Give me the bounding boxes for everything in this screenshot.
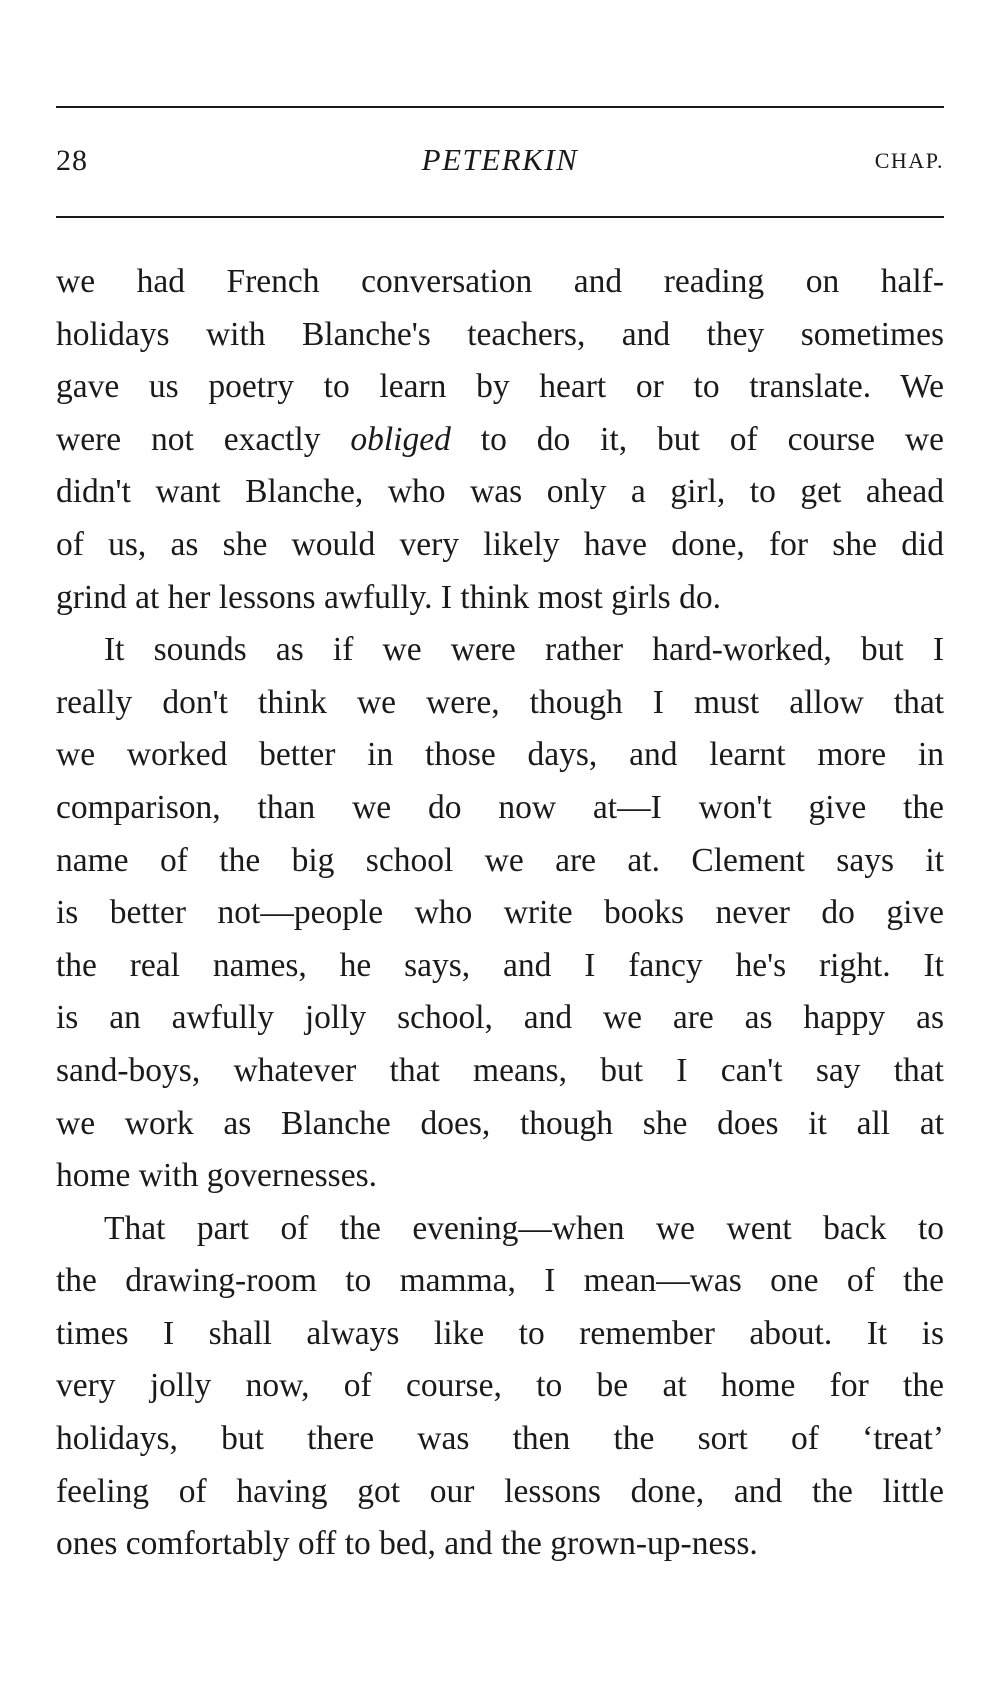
- text-line: the real names, he says, and I fancy he's right. It: [56, 946, 944, 984]
- header-rule-top: [56, 106, 944, 108]
- text-line: [56, 414, 944, 467]
- text-line: of us, as she would very likely have done, for she did: [56, 525, 944, 563]
- text-line: we worked better in those days, and learnt more in: [56, 736, 944, 774]
- paragraph-first-line: That part of the evening—when we went back to: [104, 1209, 944, 1247]
- paragraph-first-line: It sounds as if we were rather hard-worked, but I: [104, 631, 944, 669]
- text-line: comparison, than we do now at—I won't give the: [56, 788, 944, 826]
- page-number: 28: [56, 144, 88, 177]
- text-line: we work as Blanche does, though she does it all at: [56, 1104, 944, 1142]
- text-line: is an awfully jolly school, and we are as happy as: [56, 999, 944, 1037]
- paragraph-last-line: ones comfortably off to bed, and the grown-up-ness.: [56, 1525, 758, 1563]
- text-line: really don't think we were, though I must allow that: [56, 683, 944, 721]
- text-line: sand-boys, whatever that means, but I can't say that: [56, 1051, 944, 1089]
- text-line: very jolly now, of course, to be at home for the: [56, 1367, 944, 1405]
- text-line: the drawing-room to mamma, I mean—was one of the: [56, 1262, 944, 1300]
- text-line: we had French conversation and reading on half-: [56, 263, 944, 300]
- paragraph-last-line: grind at her lessons awfully. I think most girls do.: [56, 578, 721, 616]
- text-line: is better not—people who write books never do give: [56, 894, 944, 932]
- text-line: times I shall always like to remember about. It is: [56, 1314, 944, 1352]
- text-line: name of the big school we are at. Clement says it: [56, 841, 944, 879]
- text-line: gave us poetry to learn by heart or to translate. We: [56, 368, 944, 406]
- paragraph-last-line: home with governesses.: [56, 1157, 377, 1195]
- running-head: [56, 138, 944, 188]
- text-span: to do it, but of course we: [450, 420, 944, 458]
- text-span: were not exactly: [56, 420, 351, 458]
- text-line: holidays, but there was then the sort of ‘treat’: [56, 1420, 944, 1458]
- text-line: didn't want Blanche, who was only a girl, to get ahead: [56, 473, 944, 511]
- header-rule-bottom: [56, 216, 944, 218]
- chapter-abbrev: CHAP.: [874, 148, 944, 173]
- running-title: PETERKIN: [421, 142, 579, 177]
- body-text: [56, 256, 944, 1571]
- italic-emphasis: obliged: [350, 420, 451, 458]
- text-line: holidays with Blanche's teachers, and they sometimes: [56, 315, 944, 353]
- text-line: feeling of having got our lessons done, and the little: [56, 1472, 944, 1510]
